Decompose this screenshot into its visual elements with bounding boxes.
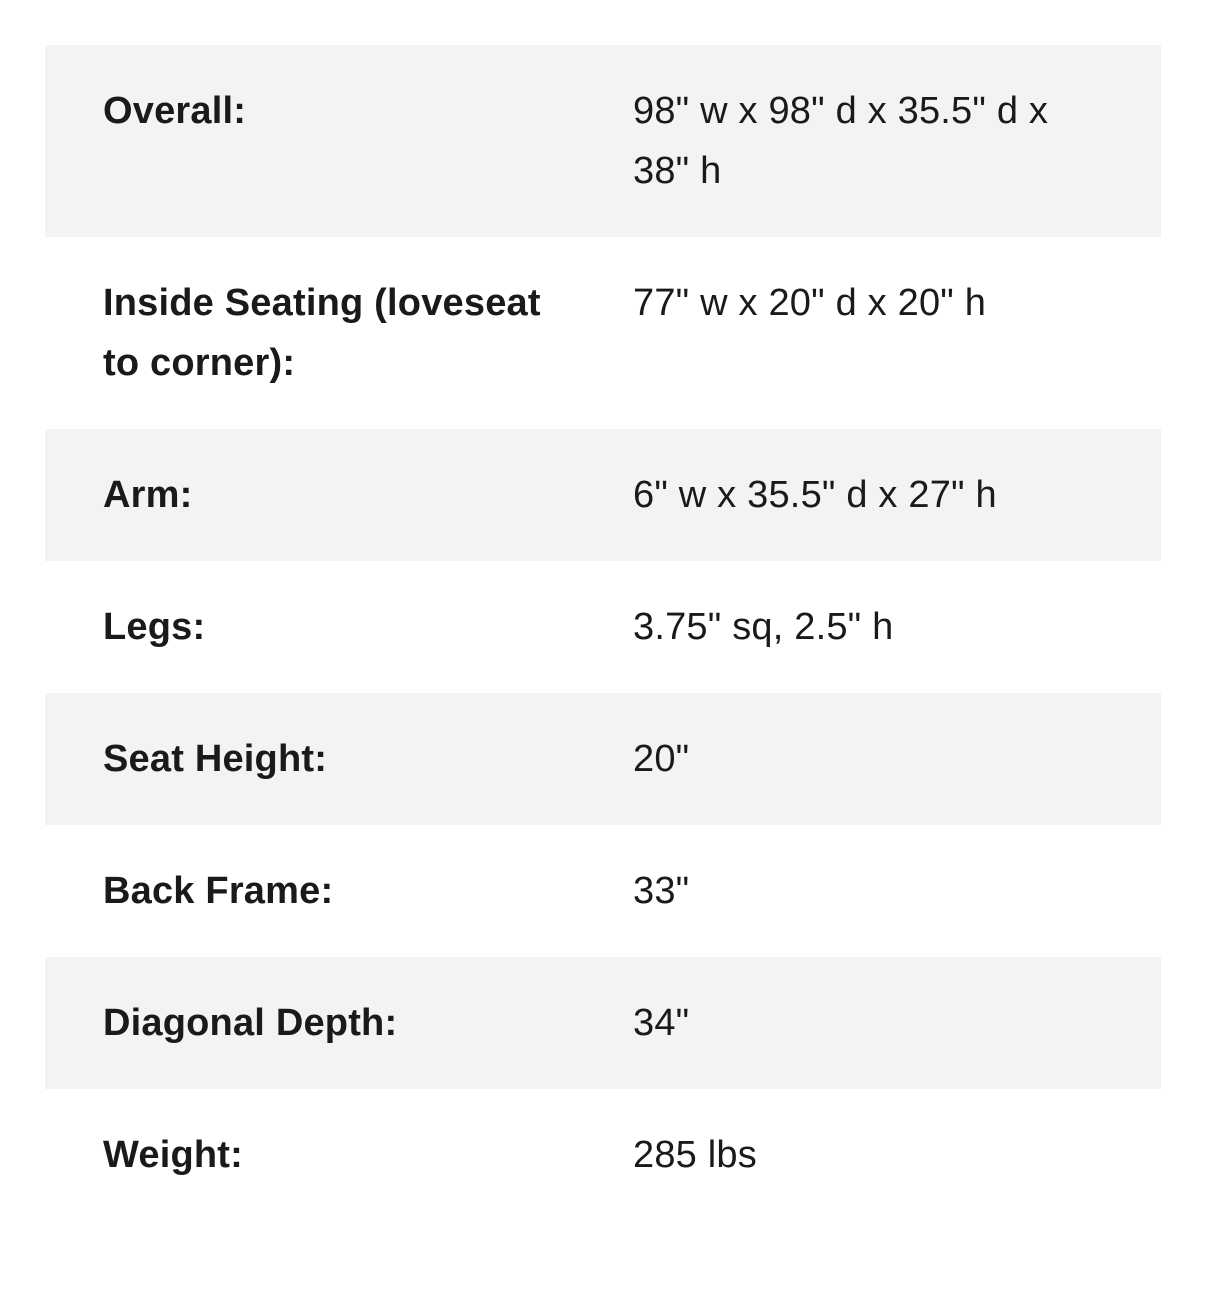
spec-row-back-frame — [45, 825, 1161, 957]
spec-row-overall — [45, 45, 1161, 237]
spec-value: 20" — [633, 738, 690, 780]
spec-label-line: to corner): — [103, 342, 296, 384]
spec-value-line: 98" w x 98" d x 35.5" d x — [633, 90, 1049, 132]
spec-label: Arm: — [103, 474, 193, 516]
spec-value: 3.75" sq, 2.5" h — [633, 606, 894, 648]
spec-row-diagonal-depth — [45, 957, 1161, 1089]
spec-label: Back Frame: — [103, 870, 334, 912]
spec-value: 33" — [633, 870, 690, 912]
spec-value: 34" — [633, 1002, 690, 1044]
spec-value: 285 lbs — [633, 1134, 757, 1176]
spec-label: Diagonal Depth: — [103, 1002, 398, 1044]
spec-value: 77" w x 20" d x 20" h — [633, 282, 987, 324]
spec-row-weight — [45, 1089, 1161, 1221]
spec-label-line: Inside Seating (loveseat — [103, 282, 541, 324]
spec-row-legs — [45, 561, 1161, 693]
spec-label: Legs: — [103, 606, 206, 648]
spec-label: Weight: — [103, 1134, 244, 1176]
spec-row-seat-height — [45, 693, 1161, 825]
spec-label — [103, 273, 633, 393]
spec-value — [633, 81, 1161, 201]
spec-row-arm — [45, 429, 1161, 561]
spec-value: 6" w x 35.5" d x 27" h — [633, 474, 997, 516]
spec-row-inside-seating — [45, 237, 1161, 429]
spec-label: Overall: — [103, 90, 247, 132]
spec-value-line: 38" h — [633, 150, 722, 192]
dimensions-table — [45, 45, 1161, 1221]
spec-label: Seat Height: — [103, 738, 328, 780]
